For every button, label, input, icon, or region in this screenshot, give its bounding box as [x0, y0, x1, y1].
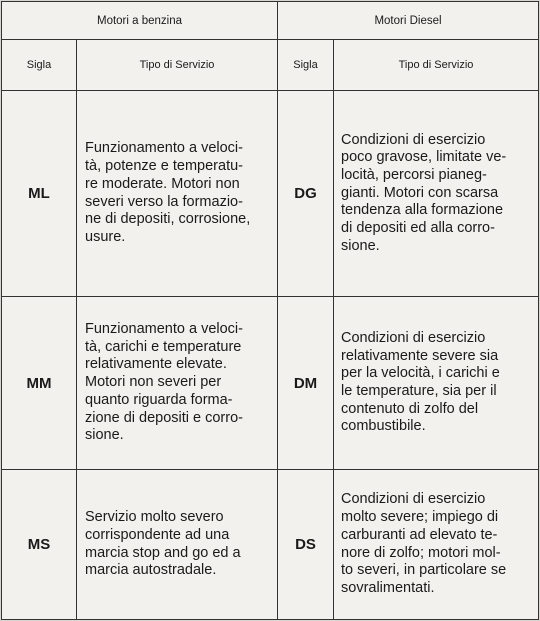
diesel-description-cell: Condizioni di esercizio molto severe; impiego di carburanti ad elevato te- nore di zolfo; motori mol- to severi, in particolare se sovralimentati.: [334, 470, 539, 620]
petrol-engines-header: Motori a benzina: [2, 2, 278, 40]
table-row: [2, 91, 539, 297]
service-classification-table: [1, 1, 539, 620]
table-row: [2, 470, 539, 620]
diesel-code-cell: DM: [278, 297, 334, 470]
diesel-engines-header: Motori Diesel: [278, 2, 539, 40]
petrol-description-cell: Funzionamento a veloci- tà, potenze e temperatu- re moderate. Motori non severi verso la formazio- ne di depositi, corrosione, usure.: [77, 91, 278, 297]
petrol-type-header: Tipo di Servizio: [77, 40, 278, 91]
diesel-code-cell: DG: [278, 91, 334, 297]
diesel-code-header: Sigla: [278, 40, 334, 91]
column-header-row: [2, 40, 539, 91]
diesel-description-cell: Condizioni di esercizio poco gravose, limitate ve- locità, percorsi pianeg- gianti. Motori con scarsa tendenza alla formazione di depositi ed alla corro- sione.: [334, 91, 539, 297]
petrol-code-header: Sigla: [2, 40, 77, 91]
petrol-description-cell: Funzionamento a veloci- tà, carichi e temperature relativamente elevate. Motori non severi per quanto riguarda forma- zione di depositi e corro- sione.: [77, 297, 278, 470]
petrol-code-cell: MM: [2, 297, 77, 470]
diesel-code-cell: DS: [278, 470, 334, 620]
petrol-description-cell: Servizio molto severo corrispondente ad una marcia stop and go ed a marcia autostradale.: [77, 470, 278, 620]
diesel-type-header: Tipo di Servizio: [334, 40, 539, 91]
group-header-row: [2, 2, 539, 40]
petrol-code-cell: ML: [2, 91, 77, 297]
petrol-code-cell: MS: [2, 470, 77, 620]
table-row: [2, 297, 539, 470]
diesel-description-cell: Condizioni di esercizio relativamente severe sia per la velocità, i carichi e le temperature, sia per il contenuto di zolfo del combustibile.: [334, 297, 539, 470]
